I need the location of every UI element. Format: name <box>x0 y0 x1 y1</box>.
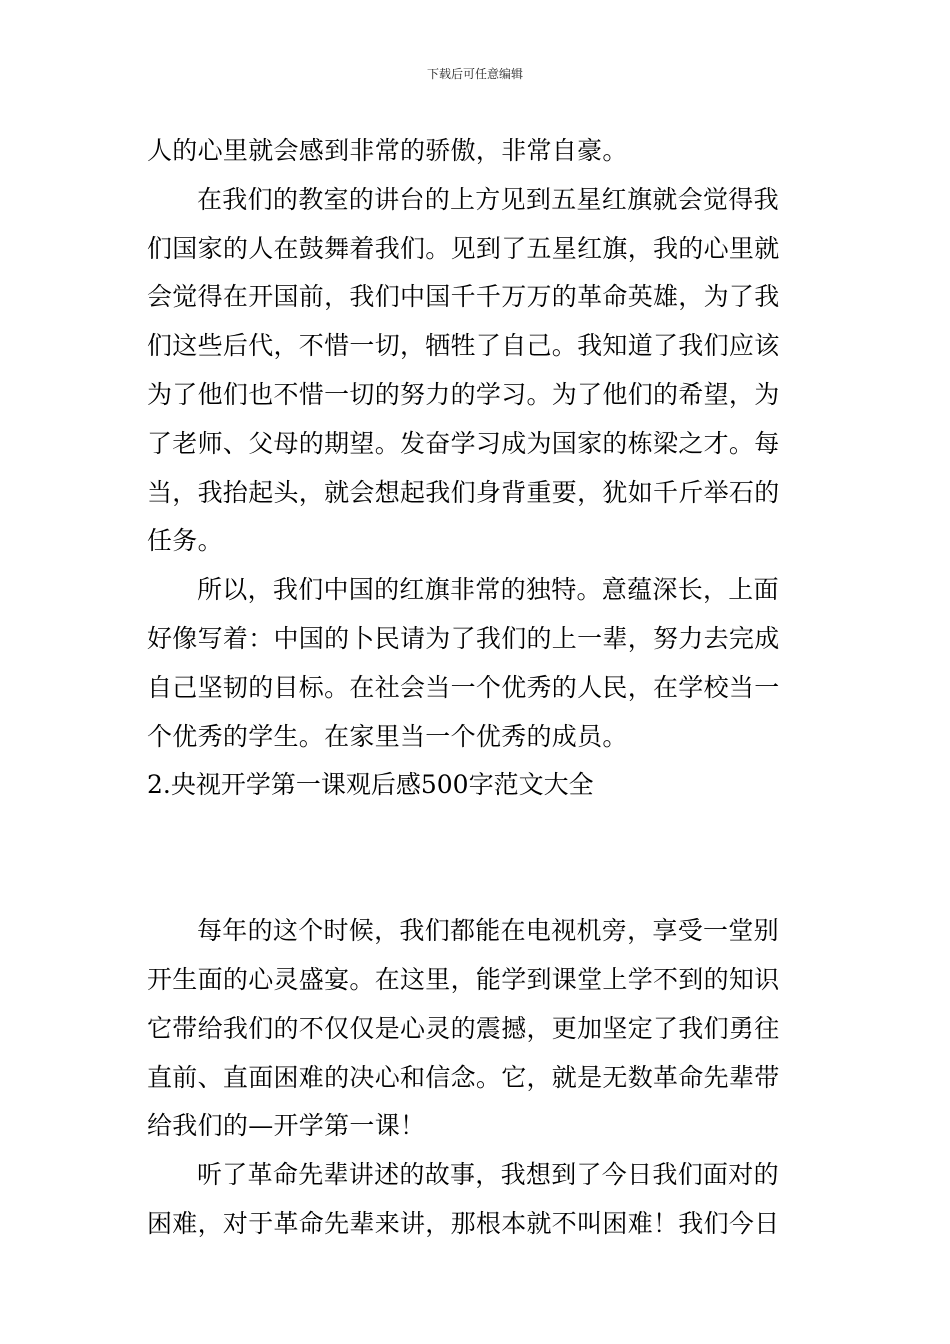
document-body <box>147 127 817 1249</box>
paragraph-1 <box>147 127 817 176</box>
text-line: 自己坚韧的目标。在社会当一个优秀的人民，在学校当一 <box>147 672 780 702</box>
text-line: 们这些后代，不惜一切，牺牲了自己。我知道了我们应该 <box>147 331 780 361</box>
paragraph-5 <box>147 1151 817 1249</box>
spacer <box>147 810 817 907</box>
text-line: 任务。 <box>147 526 223 556</box>
text-line: 在我们的教室的讲台的上方见到五星红旗就会觉得我 <box>197 184 779 214</box>
text-line: 当，我抬起头，就会想起我们身背重要，犹如千斤举石的 <box>147 477 780 507</box>
section-heading: 2.央视开学第一课观后感500字范文大全 <box>147 770 594 800</box>
paragraph-3 <box>147 566 817 761</box>
text-line: 每年的这个时候，我们都能在电视机旁，享受一堂别 <box>197 916 779 946</box>
text-line: 听了革命先辈讲述的故事，我想到了今日我们面对的 <box>197 1160 779 1190</box>
text-line: 个优秀的学生。在家里当一个优秀的成员。 <box>147 721 628 751</box>
text-line: 好像写着：中国的卜民请为了我们的上一辈，努力去完成 <box>147 623 780 653</box>
text-line: 直前、直面困难的决心和信念。它，就是无数革命先辈带 <box>147 1062 780 1092</box>
paragraph-4 <box>147 907 817 1151</box>
text-line: 它带给我们的不仅仅是心灵的震撼，更加坚定了我们勇往 <box>147 1013 780 1043</box>
text-line: 开生面的心灵盛宴。在这里，能学到课堂上学不到的知识 <box>147 964 780 994</box>
page-header: 下载后可任意编辑 <box>426 67 523 81</box>
text-line: 了老师、父母的期望。发奋学习成为国家的栋梁之才。每 <box>147 428 780 458</box>
text-line: 为了他们也不惜一切的努力的学习。为了他们的希望，为 <box>147 379 780 409</box>
text-line: 们国家的人在鼓舞着我们。见到了五星红旗，我的心里就 <box>147 233 780 263</box>
text-line: 给我们的—开学第一课！ <box>147 1111 426 1141</box>
paragraph-2 <box>147 176 817 566</box>
text-line: 会觉得在开国前，我们中国千千万万的革命英雄，为了我 <box>147 282 780 312</box>
text-line: 困难，对于革命先辈来讲，那根本就不叫困难！我们今日 <box>147 1208 780 1238</box>
text-line: 人的心里就会感到非常的骄傲，非常自豪。 <box>147 136 628 165</box>
text-line: 所以，我们中国的红旗非常的独特。意蕴深长，上面 <box>197 575 779 605</box>
